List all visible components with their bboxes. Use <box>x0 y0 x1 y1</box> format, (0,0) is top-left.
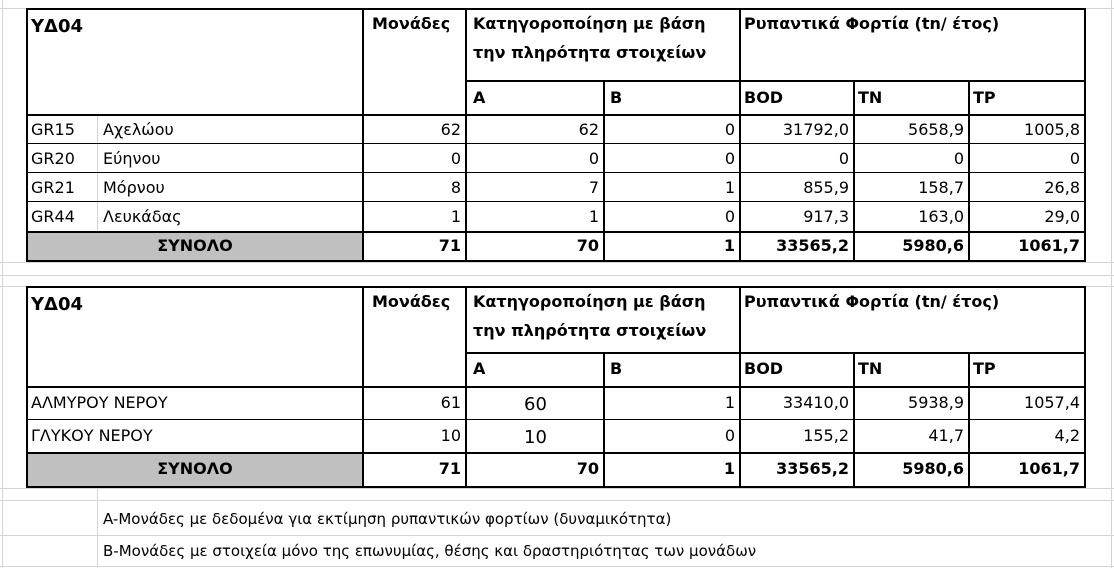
note-a: A-Μονάδες με δεδομένα για εκτίμηση ρυπαντικών φορτίων (δυναμικότητα) <box>103 510 672 528</box>
border <box>739 80 1085 82</box>
a-value: 1 <box>588 207 599 226</box>
table-title: ΥΔ04 <box>31 16 84 37</box>
b-value: 0 <box>724 207 735 226</box>
category-header-line1: Κατηγοροποίηση με βάση <box>473 292 706 311</box>
tn-value: 5658,9 <box>908 120 964 139</box>
units-value: 1 <box>450 207 461 226</box>
gridline <box>0 500 1114 501</box>
tp-header: TP <box>973 359 996 378</box>
bod-value: 155,2 <box>803 426 849 445</box>
bod-value: 33410,0 <box>782 393 849 412</box>
border <box>603 80 605 262</box>
border <box>465 286 467 488</box>
category-header-line2: την πληρότητα στοιχείων <box>473 321 707 340</box>
units-total: 71 <box>438 459 461 478</box>
border <box>26 143 1085 144</box>
border <box>26 8 28 262</box>
border <box>26 172 1085 173</box>
b-total: 1 <box>723 236 735 255</box>
gridline <box>97 488 98 568</box>
border <box>968 80 970 262</box>
row-code: GR21 <box>31 178 75 197</box>
category-header-line1: Κατηγοροποίηση με βάση <box>473 14 706 33</box>
tp-value: 1005,8 <box>1024 120 1080 139</box>
row-name: Λευκάδας <box>103 207 182 226</box>
units-value: 8 <box>450 178 461 197</box>
border <box>26 419 1085 420</box>
a-value: 60 <box>524 394 547 415</box>
b-total: 1 <box>723 459 735 478</box>
border <box>26 201 1085 202</box>
row-code: GR44 <box>31 207 75 226</box>
units-total: 71 <box>438 236 461 255</box>
units-value: 10 <box>440 426 461 445</box>
border <box>465 8 467 262</box>
a-value: 10 <box>524 427 547 448</box>
tn-value: 5938,9 <box>908 393 964 412</box>
bod-total: 33565,2 <box>776 236 849 255</box>
row-name: ΓΛΥΚΟΥ ΝΕΡΟΥ <box>31 426 153 445</box>
units-header: Μονάδες <box>372 14 451 33</box>
border <box>26 452 1085 454</box>
tp-value: 29,0 <box>1044 207 1080 226</box>
tn-value: 0 <box>953 149 964 168</box>
gridline <box>0 488 1114 489</box>
bod-value: 31792,0 <box>782 120 849 139</box>
gridline <box>1111 0 1112 568</box>
units-value: 61 <box>440 393 461 412</box>
bod-value: 855,9 <box>803 178 849 197</box>
units-header: Μονάδες <box>372 292 451 311</box>
a-value: 0 <box>588 149 599 168</box>
tn-header: TN <box>858 359 883 378</box>
border <box>1084 8 1086 262</box>
tn-value: 41,7 <box>928 426 964 445</box>
b-value: 0 <box>724 149 735 168</box>
tn-total: 5980,6 <box>902 459 964 478</box>
b-value: 0 <box>724 426 735 445</box>
gridline <box>0 566 1114 567</box>
border <box>853 352 855 488</box>
border <box>26 486 1085 488</box>
border <box>26 286 28 488</box>
a-value: 7 <box>588 178 599 197</box>
row-name: ΑΛΜΥΡΟΥ ΝΕΡΟΥ <box>31 393 168 412</box>
b-value: 1 <box>724 393 735 412</box>
row-code: GR20 <box>31 149 75 168</box>
border <box>739 8 741 262</box>
a-total: 70 <box>576 459 599 478</box>
b-value: 0 <box>724 120 735 139</box>
a-header: A <box>473 88 486 107</box>
tn-total: 5980,6 <box>902 236 964 255</box>
bod-total: 33565,2 <box>776 459 849 478</box>
row-code: GR15 <box>31 120 75 139</box>
tp-value: 4,2 <box>1054 426 1080 445</box>
border <box>26 286 1085 288</box>
tp-total: 1061,7 <box>1018 459 1080 478</box>
total-label: ΣΥΝΟΛΟ <box>157 459 233 478</box>
bod-header: BOD <box>744 88 784 107</box>
units-value: 62 <box>440 120 461 139</box>
category-header-line2: την πληρότητα στοιχείων <box>473 43 707 62</box>
border <box>968 352 970 488</box>
tn-value: 163,0 <box>918 207 964 226</box>
border <box>26 260 1085 262</box>
tp-value: 0 <box>1069 149 1080 168</box>
border <box>739 286 741 488</box>
a-total: 70 <box>576 236 599 255</box>
tp-value: 1057,4 <box>1024 393 1080 412</box>
bod-value: 0 <box>838 149 849 168</box>
loads-header: Ρυπαντικά Φορτία (tn/ έτος) <box>744 292 1000 311</box>
gridline <box>0 275 1114 276</box>
table-title: ΥΔ04 <box>31 294 84 315</box>
gridline <box>2 0 3 568</box>
a-value: 62 <box>578 120 599 139</box>
tn-header: TN <box>858 88 883 107</box>
border <box>26 114 1085 116</box>
gridline <box>97 115 98 232</box>
border <box>26 8 1085 10</box>
row-name: Αχελώου <box>103 120 174 139</box>
b-header: B <box>610 359 623 378</box>
border <box>603 352 605 488</box>
a-header: A <box>473 359 486 378</box>
loads-header: Ρυπαντικά Φορτία (tn/ έτος) <box>744 14 1000 33</box>
border <box>1084 286 1086 488</box>
border <box>465 352 1085 354</box>
tp-header: TP <box>973 88 996 107</box>
gridline <box>0 262 1114 263</box>
row-name: Μόρνου <box>103 178 165 197</box>
b-value: 1 <box>724 178 735 197</box>
border <box>362 286 364 488</box>
total-label: ΣΥΝΟΛΟ <box>157 236 233 255</box>
row-name: Εύηνου <box>103 149 161 168</box>
note-b: B-Μονάδες με στοιχεία μόνο της επωνυμίας, θέσης και δραστηριότητας των μονάδων <box>103 542 757 560</box>
units-value: 0 <box>450 149 461 168</box>
bod-value: 917,3 <box>803 207 849 226</box>
tn-value: 158,7 <box>918 178 964 197</box>
tp-value: 26,8 <box>1044 178 1080 197</box>
bod-header: BOD <box>744 359 784 378</box>
border <box>465 80 739 82</box>
gridline <box>0 535 1114 536</box>
border <box>853 80 855 262</box>
border <box>362 8 364 262</box>
tp-total: 1061,7 <box>1018 236 1080 255</box>
b-header: B <box>610 88 623 107</box>
border <box>26 231 1085 233</box>
border <box>26 386 1085 388</box>
